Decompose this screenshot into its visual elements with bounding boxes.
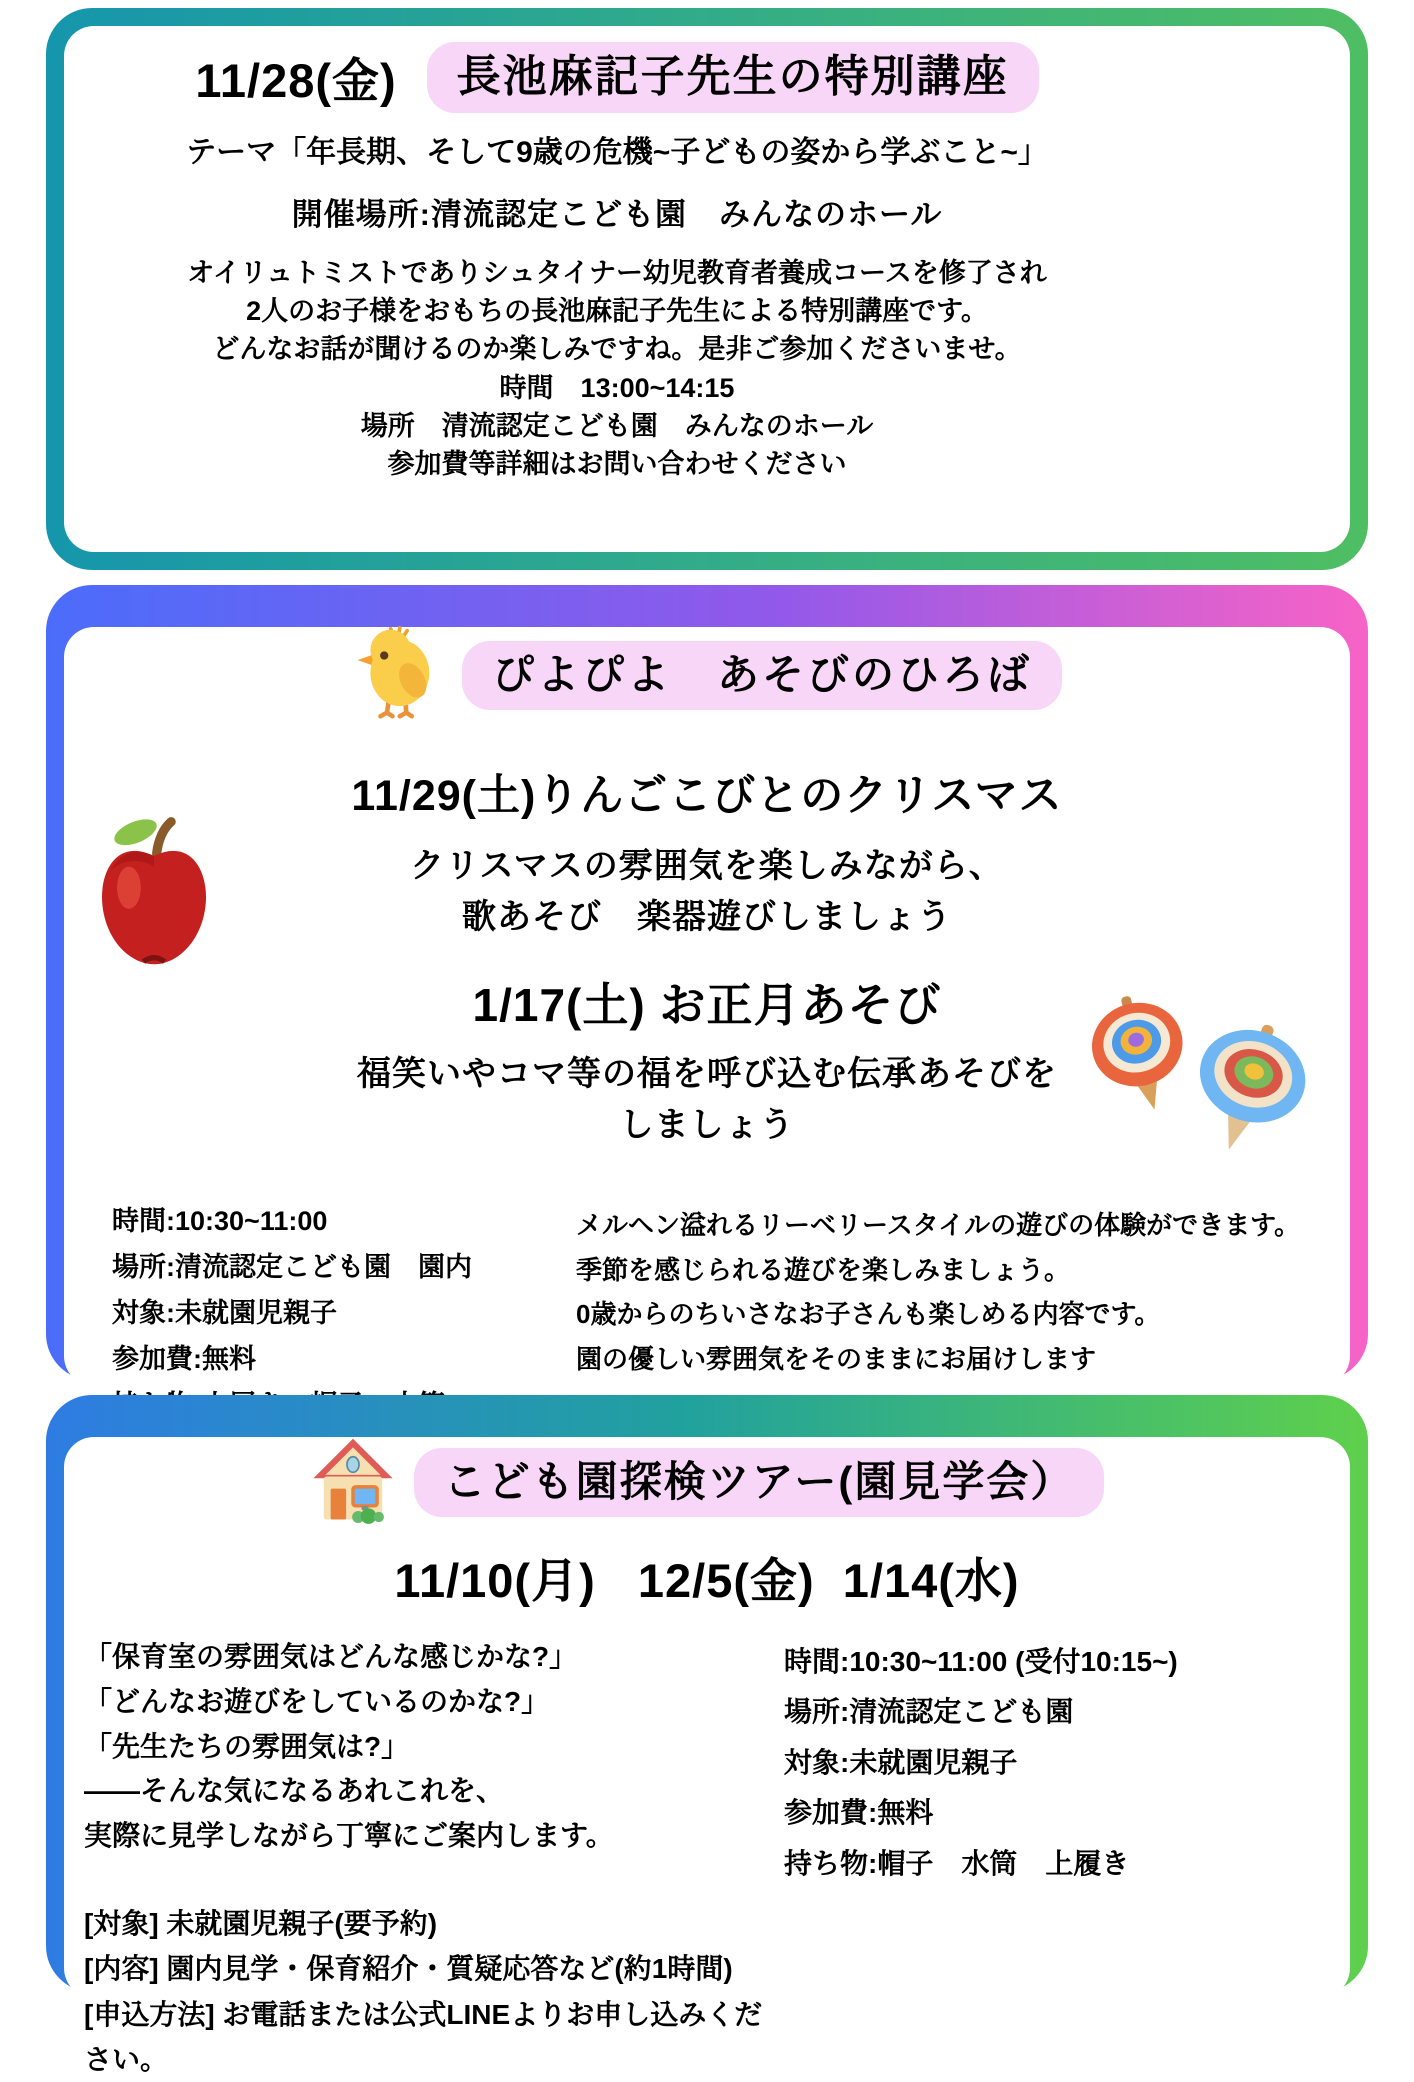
- event1-line: 歌あそび 楽器遊びしましょう: [462, 898, 952, 936]
- question-line: 「保育室の雰囲気はどんな感じかな?」: [84, 1641, 578, 1672]
- description-line: 園の優しい雰囲気をそのままにお届けします: [576, 1344, 1097, 1375]
- playground-section: [46, 585, 1368, 1380]
- tour-section: [46, 1395, 1368, 2076]
- event1-heading: 11/29(土)りんごこびとのクリスマス: [351, 772, 1063, 820]
- playground-description: [576, 1203, 1300, 1382]
- event1-line: クリスマスの雰囲気を楽しみながら、: [410, 847, 1004, 885]
- apple-icon: [88, 809, 220, 982]
- lecture-content: [64, 26, 1350, 552]
- lecture-date: 11/28(金): [195, 53, 397, 107]
- tour-columns: [64, 1635, 1350, 2082]
- apply-line: [内容] 園内見学・保育紹介・質疑応答など(約1時間): [84, 1953, 733, 1985]
- spinning-tops-icon: [1070, 989, 1330, 1172]
- lecture-line: どんなお話が聞けるのか楽しみですね。是非ご参加くださいませ。: [212, 334, 1022, 365]
- chick-icon: [352, 627, 444, 724]
- lecture-line: 2人のお子様をおもちの長池麻記子先生による特別講座です。: [246, 295, 988, 326]
- event2-line: しましょう: [619, 1106, 795, 1144]
- detail-line: 時間:10:30~11:00: [112, 1206, 328, 1236]
- tour-dates: 11/10(月) 12/5(金) 1/14(水): [394, 1554, 1020, 1607]
- apply-line: [申込方法] お電話または公式LINEよりお申し込みください。: [84, 1998, 763, 2076]
- lecture-line: 時間 13:00~14:15: [499, 372, 735, 403]
- tour-questions: [84, 1635, 784, 1859]
- tour-title-row: [64, 1437, 1350, 1528]
- tour-detail-line: 対象:未就園児親子: [784, 1746, 1018, 1778]
- tour-detail-line: 場所:清流認定こども園: [784, 1696, 1074, 1728]
- question-line: 「どんなお遊びをしているのかな?」: [84, 1685, 550, 1717]
- event1-lines: [64, 841, 1350, 943]
- event2-line: 福笑いやコマ等の福を呼び込む伝承あそびを: [357, 1055, 1057, 1093]
- tour-left-column: [84, 1635, 784, 2082]
- lecture-line: オイリュトミストでありシュタイナー幼児教育者養成コースを修了され: [187, 257, 1047, 288]
- question-line: ——そんな気になるあれこれを、: [84, 1775, 505, 1807]
- description-line: 季節を感じられる遊びを楽しみましょう。: [576, 1254, 1071, 1285]
- detail-line: 対象:未就園児親子: [112, 1297, 337, 1328]
- tour-title: こども園探検ツアー(園見学会）: [414, 1448, 1105, 1516]
- question-line: 実際に見学しながら丁寧にご案内します。: [84, 1820, 614, 1852]
- tour-content: [64, 1437, 1350, 2076]
- lecture-section: [46, 8, 1368, 570]
- lecture-title: 長池麻記子先生の特別講座: [427, 42, 1039, 113]
- house-icon: [310, 1437, 396, 1528]
- lecture-line: 参加費等詳細はお問い合わせください: [387, 449, 847, 480]
- tour-detail-line: 時間:10:30~11:00 (受付10:15~): [784, 1646, 1178, 1677]
- playground-title: ぴよぴよ あそびのひろば: [462, 641, 1062, 709]
- detail-line: 参加費:無料: [112, 1343, 256, 1374]
- lecture-venue: 開催場所:清流認定こども園 みんなのホール: [291, 196, 943, 232]
- tour-details: [784, 1635, 1178, 1889]
- lecture-line: 場所 清流認定こども園 みんなのホール: [360, 410, 874, 441]
- lecture-theme: テーマ「年長期、そして9歳の危機~子どもの姿から学ぶこと~」: [186, 135, 1048, 169]
- apply-line: [対象] 未就園児親子(要予約): [84, 1907, 438, 1939]
- lecture-paragraph: [104, 254, 1130, 484]
- detail-line: 場所:清流認定こども園 園内: [112, 1251, 472, 1282]
- tour-detail-line: 持ち物:帽子 水筒 上履き: [784, 1847, 1130, 1879]
- playground-title-row: [64, 627, 1350, 724]
- playground-content: [64, 627, 1350, 1386]
- tour-apply-info: [84, 1901, 784, 2082]
- lecture-heading-row: [104, 42, 1130, 113]
- description-line: メルヘン溢れるリーベリースタイルの遊びの体験ができます。: [576, 1210, 1301, 1240]
- description-line: 0歳からのちいさなお子さんも楽しめる内容です。: [576, 1299, 1161, 1330]
- question-line: 「先生たちの雰囲気は?」: [84, 1730, 410, 1762]
- tour-detail-line: 参加費:無料: [784, 1797, 934, 1829]
- event2-heading: 1/17(土) お正月あそび: [472, 979, 942, 1031]
